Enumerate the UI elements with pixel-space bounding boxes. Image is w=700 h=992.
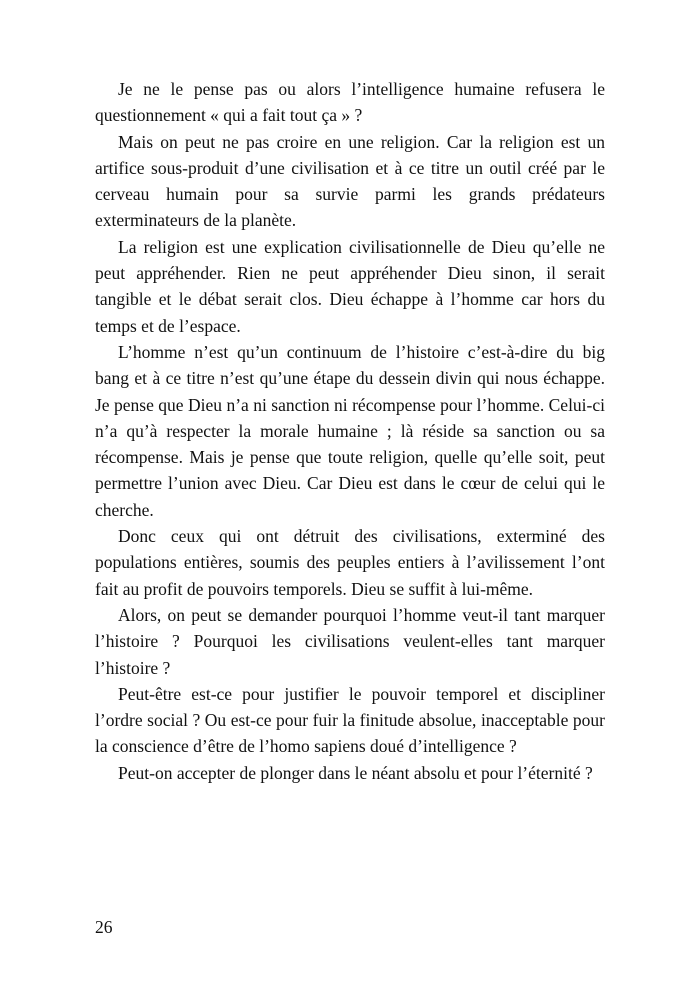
paragraph-3: La religion est une explication civilisationnelle de Dieu qu’elle ne peut appréhender. Rien ne peut appréhender Dieu sinon, il serait tangible et le débat serait clos. Dieu échappe à l’homme car hors du temps et de l’espace. [95, 236, 605, 336]
paragraph-8: Peut-on accepter de plonger dans le néant absolu et pour l’éternité ? [118, 762, 593, 783]
paragraph-5: Donc ceux qui ont détruit des civilisations, exterminé des populations entières, soumis des peuples entiers à l’avilissement l’ont fait au profit de pouvoirs temporels. Dieu se suffit à lui-même. [95, 526, 605, 599]
paragraph-7: Peut-être est-ce pour justifier le pouvoir temporel et discipliner l’ordre social ? Ou est-ce pour fuir la finitude absolue, inacceptable pour la conscience d’être de l’homo sapiens doué d’intelligence ? [95, 683, 605, 757]
page-number: 26 [95, 917, 113, 937]
paragraph-6: Alors, on peut se demander pourquoi l’homme veut-il tant marquer l’histoire ? Pourquoi les civilisations veulent-elles tant marquer l’histoire ? [95, 604, 605, 678]
paragraph-1: Je ne le pense pas ou alors l’intelligence humaine refusera le questionnement « qui a fait tout ça » ? [95, 79, 605, 126]
paragraph-4: L’homme n’est qu’un continuum de l’histoire c’est-à-dire du big bang et à ce titre n’est qu’une étape du dessein divin qui nous échappe. Je pense que Dieu n’a ni sanction ni récompense pour l’homme. Celui-ci n’a qu’à respecter la morale humaine ; là réside sa sanction ou sa récompense. Mais je pense que toute religion, quelle qu’elle soit, peut permettre l’union avec Dieu. Car Dieu est dans le cœur de celui qui le cherche. [95, 341, 605, 520]
paragraph-2: Mais on peut ne pas croire en une religion. Car la religion est un artifice sous-produit d’une civilisation et à ce titre un outil créé par le cerveau humain pour sa survie parmi les grands prédateurs exterminateurs de la planète. [95, 131, 605, 231]
page-body [95, 76, 605, 786]
